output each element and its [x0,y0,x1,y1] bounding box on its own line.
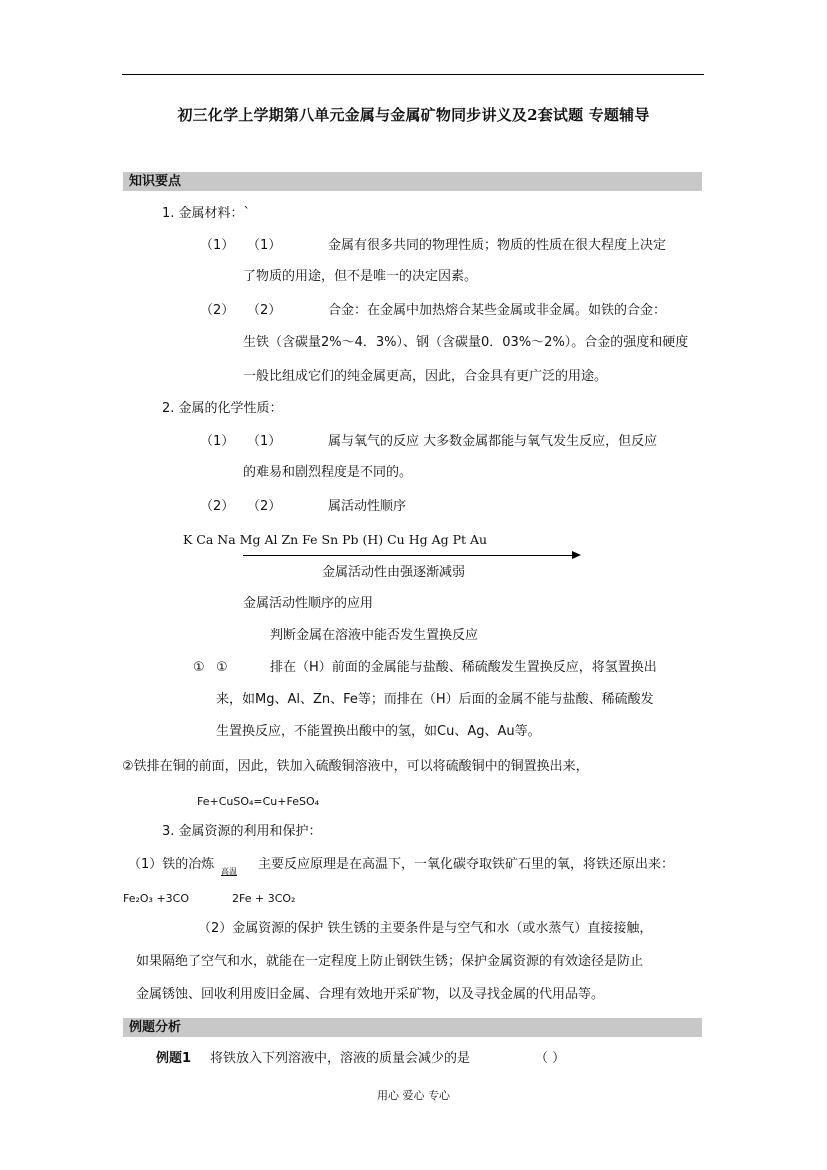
section-heading-examples: 例题分析 [123,1018,702,1037]
s3-p1-a: （1）铁的冶炼 [128,857,215,872]
header-rule [122,74,704,75]
s3-p2-line2: 如果隔绝了空气和水，就能在一定程度上防止钢铁生锈；保护金属资源的有效途径是防止 [136,954,644,969]
s1-p1-line2: 了物质的用途，但不是唯一的决定因素。 [243,269,478,284]
page-title: 初三化学上学期第八单元金属与金属矿物同步讲义及2套试题 专题辅导 [177,106,650,124]
reaction-condition: 高温 [221,867,237,876]
s3-eq-left: Fe₂O₃ +3CO [123,892,190,905]
s1-p2-num1: （2） [200,303,235,318]
activity-arrow-head [572,551,581,559]
s1-p2-line2: 生铁（含碳量2%～4．3%）、钢（含碳量0．03%～2%）。合金的强度和硬度 [243,335,689,350]
c2-line1: ②铁排在铜的前面，因此，铁加入硫酸铜溶液中，可以将硫酸铜中的铜置换出来， [122,759,589,774]
example1-text: 将铁放入下列溶液中，溶液的质量会减少的是 [210,1051,471,1066]
s3-p2-line3: 金属锈蚀、回收利用废旧金属、合理有效地开采矿物，以及寻找金属的代用品等。 [136,987,605,1002]
app-sub: 判断金属在溶液中能否发生置换反应 [270,628,479,643]
c1-line1: 排在（H）前面的金属能与盐酸、稀硫酸发生置换反应，将氢置换出 [270,660,657,675]
c1-num2: ① [216,660,228,675]
app-heading: 金属活动性顺序的应用 [243,596,374,611]
activity-caption: 金属活动性由强逐渐减弱 [322,565,466,580]
s2-p1-num1: （1） [200,434,235,449]
s1-p2-line3: 一般比组成它们的纯金属更高，因此，合金具有更广泛的用途。 [243,369,608,384]
c1-line3: 生置换反应，不能置换出酸中的氢，如Cu、Ag、Au等。 [216,724,541,739]
s2-p2-num2: （2） [247,499,282,514]
s2-p1-line2: 的难易和剧烈程度是不同的。 [243,465,413,480]
c1-num1: ① [193,660,205,675]
example1-blank: （ ） [535,1051,566,1066]
s2-p1-line1: 属与氧气的反应 大多数金属都能与氧气发生反应，但反应 [328,434,658,449]
activity-arrow-line [243,555,573,556]
s3-p1-b: 主要反应原理是在高温下，一氧化碳夺取铁矿石里的氧，将铁还原出来： [258,857,675,872]
s3-heading: 3. 金属资源的利用和保护： [162,824,322,839]
s1-p1-line1: 金属有很多共同的物理性质；物质的性质在很大程度上决定 [328,238,667,253]
s3-eq-right: 2Fe + 3CO₂ [232,892,296,905]
s1-heading: 1. 金属材料：` [162,206,251,221]
activity-series: K Ca Na Mg Al Zn Fe Sn Pb (H) Cu Hg Ag Pt Au [183,532,488,547]
section-heading-key-points: 知识要点 [123,172,702,191]
s2-heading: 2. 金属的化学性质： [162,401,283,416]
example1-label: 例题1 [156,1051,192,1066]
s1-p2-line1: 合金：在金属中加热熔合某些金属或非金属。如铁的合金： [328,303,667,318]
s1-p1-num2: （1） [247,238,282,253]
s2-p2-num1: （2） [200,499,235,514]
s3-p2-line1: （2）金属资源的保护 铁生锈的主要条件是与空气和水（或水蒸气）直接接触， [198,921,653,936]
s2-p2-line1: 属活动性顺序 [328,499,407,514]
c1-line2: 来，如Mg、Al、Zn、Fe等；而排在（H）后面的金属不能与盐酸、稀硫酸发 [216,692,654,707]
c2-equation: Fe+CuSO₄=Cu+FeSO₄ [197,795,320,808]
s1-p2-num2: （2） [247,303,282,318]
s1-p1-num1: （1） [200,238,235,253]
page-footer: 用心 爱心 专心 [377,1089,450,1102]
s2-p1-num2: （1） [247,434,282,449]
